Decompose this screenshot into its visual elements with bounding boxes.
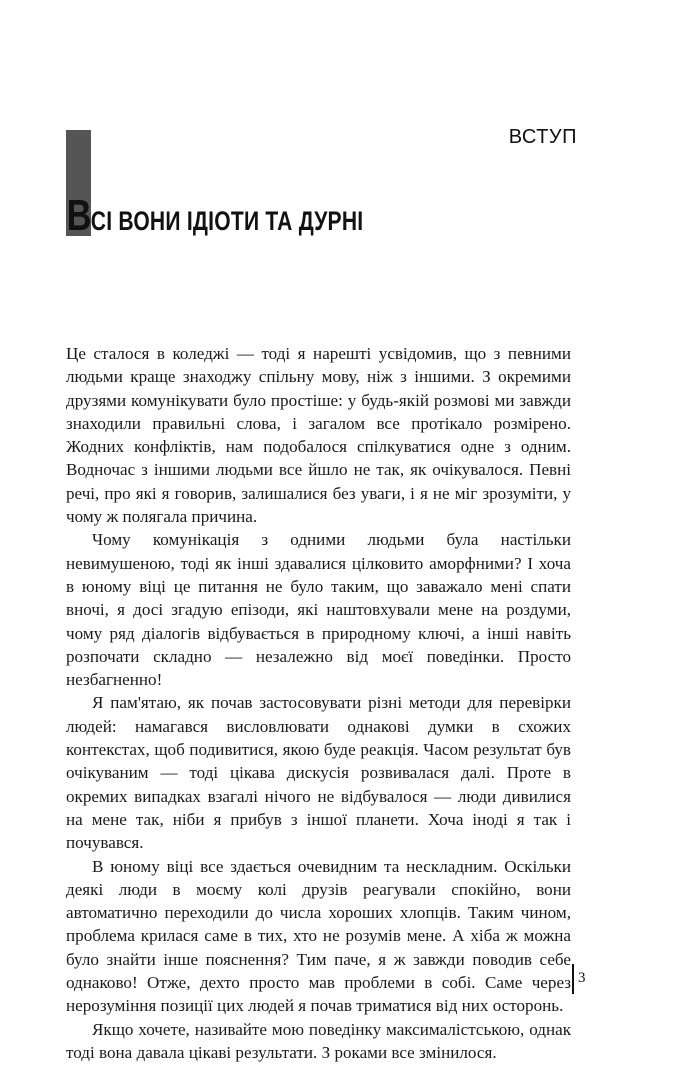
section-label: ВСТУП <box>508 126 577 148</box>
chapter-title-text: СІ ВОНИ ІДІОТИ ТА ДУРНІ <box>90 206 364 236</box>
paragraph-2: Чому комунікація з одними людьми була настільки невимушеною, тоді як інші здавалися цілковито аморфними? І хоча в юному віці це питання не було таким, що заважало мені спати вночі, я досі згадую епізоди, які наштовхували мене на роздуми, чому ряд діалогів відбувається в природному ключі, а інші навіть розпочати складно — незалежно від моєї поведінки. Просто незбагненно! <box>66 530 571 690</box>
paragraph-4: В юному віці все здається очевидним та нескладним. Оскільки деякі люди в моєму колі друзів реагували спокійно, вони автоматично переходили до числа хороших хлопців. Таким чином, проблема крилася саме в тих, хто не розумів мене. А хіба ж можна було знайти інше пояснення? Тим паче, я ж завжди поводив себе однаково! Отже, дехто просто мав проблеми в собі. Саме через нерозуміння позиції цих людей я почав триматися від них осторонь. <box>66 856 571 1016</box>
chapter-drop-letter: В <box>66 191 92 240</box>
page-number-rule <box>572 964 574 994</box>
paragraph-3: Я пам'ятаю, як почав застосовувати різні методи для перевірки людей: намагався висловлювати однакові думки в схожих контекстах, щоб подивитися, якою буде реакція. Часом результат був очікуваним — тоді цікава дискусія розвивалася далі. Проте в окремих випадках взагалі нічого не відбувалося — люди дивилися на мене так, ніби я прибув з іншої планети. Хоча іноді я так і почувався. <box>66 693 571 853</box>
chapter-title <box>66 191 364 243</box>
page-number: 3 <box>578 970 586 986</box>
paragraph-1: Це сталося в коледжі — тоді я нарешті усвідомив, що з певними людьми краще знаходжу спільну мову, ніж з іншими. З окремими друзями комунікувати було простіше: у будь-якій розмові ми завжди знаходили правильні слова, і загалом все протікало розмірено. Жодних конфліктів, нам подобалося спілкуватися одне з одним. Водночас з іншими людьми все йшло не так, як очікувалося. Певні речі, про які я говорив, залишалися без уваги, і я не міг зрозуміти, у чому ж полягала причина. <box>66 344 571 527</box>
paragraph-5: Якщо хочете, називайте мою поведінку максималістською, однак тоді вона давала цікаві результати. З роками все змінилося. <box>66 1019 571 1062</box>
body-text <box>66 342 571 1064</box>
